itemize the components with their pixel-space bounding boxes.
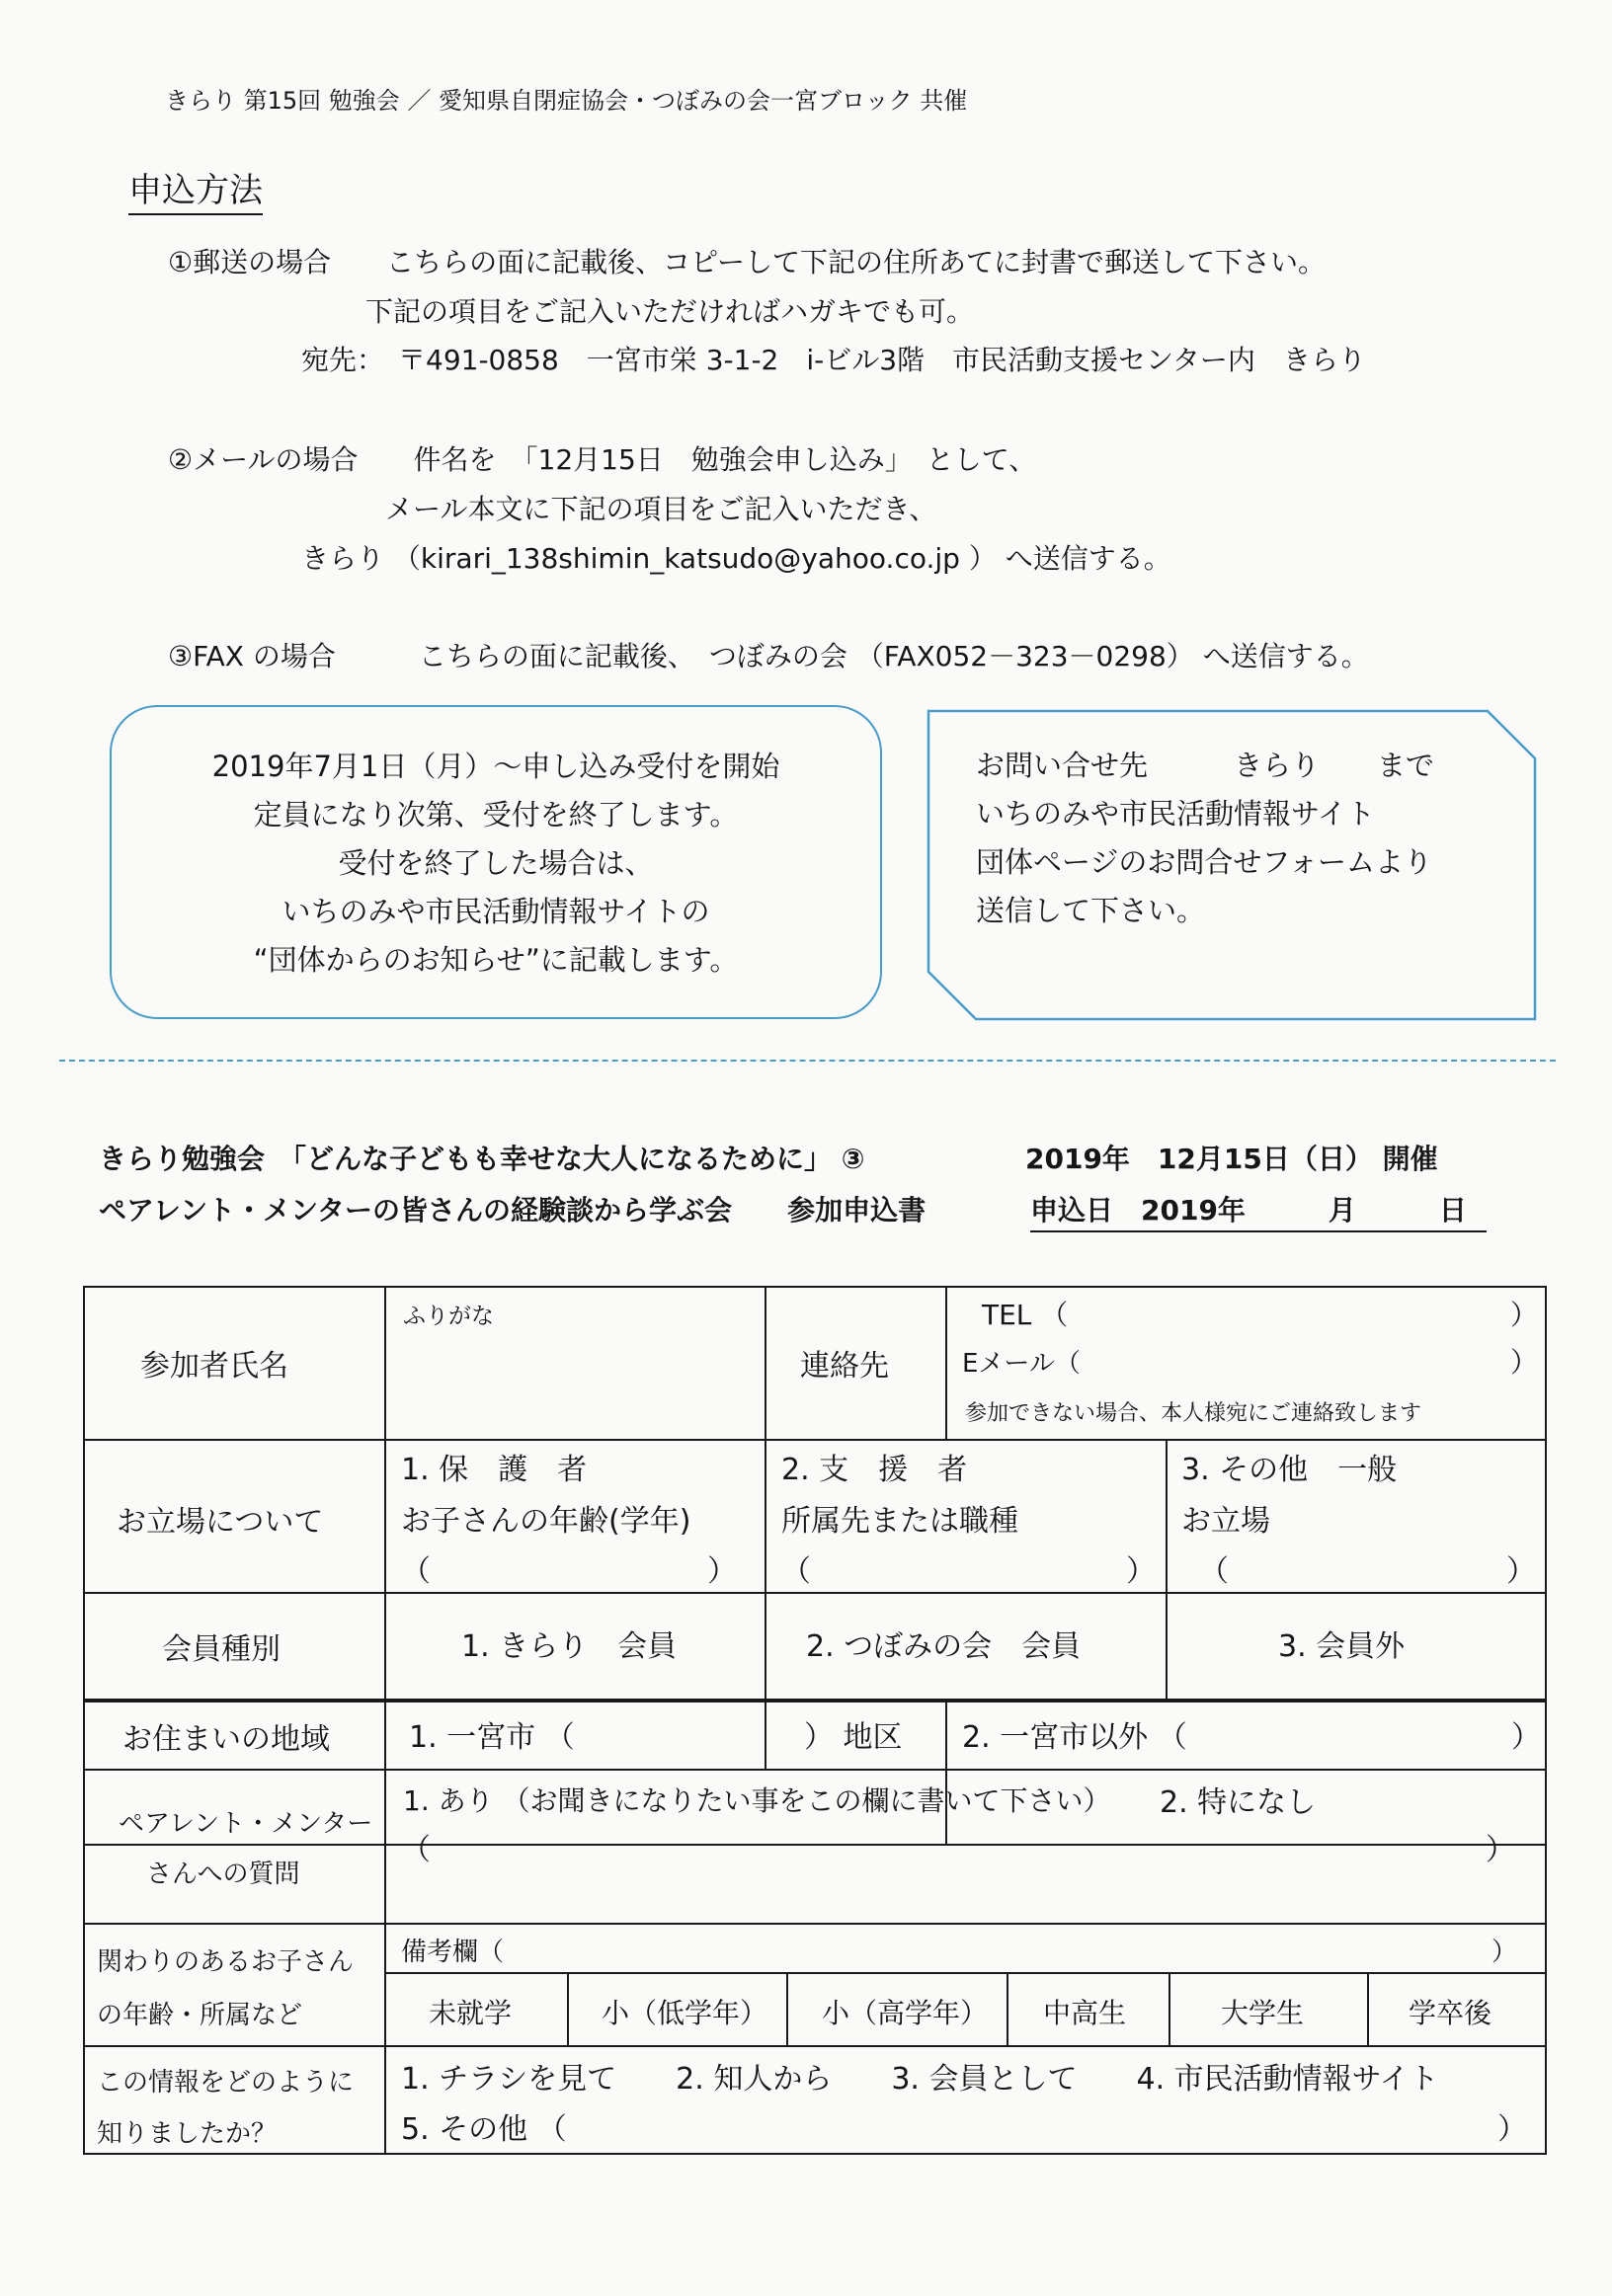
- application-date-field[interactable]: 申込日 2019年 月 日: [1030, 1189, 1487, 1232]
- source-other[interactable]: 5. その他 （: [401, 2112, 567, 2147]
- paren-open: （: [401, 1554, 431, 1589]
- child-age-label: お子さんの年齢(学年): [401, 1504, 691, 1539]
- paren-open: （: [401, 1833, 431, 1867]
- paren-close: ）: [707, 1554, 737, 1589]
- tel-close: ）: [1510, 1299, 1539, 1331]
- district-input[interactable]: [606, 1708, 794, 1748]
- tel-input[interactable]: [1071, 1292, 1495, 1331]
- notice-line: 2019年7月1日（月）～申し込み受付を開始: [211, 750, 780, 783]
- source-options[interactable]: 1. チラシを見て 2. 知人から 3. 会員として 4. 市民活動情報サイト: [401, 2062, 1439, 2097]
- outside-close: ）: [1511, 1720, 1541, 1755]
- grade-elementary-lower[interactable]: 小（低学年）: [602, 1997, 768, 2029]
- contact-line: 送信して下さい。: [976, 894, 1206, 927]
- notice-line: 定員になり次第、受付を終了します。: [253, 798, 739, 831]
- child-label-1: 関わりのあるお子さん: [97, 1947, 355, 1977]
- paren-close: ）: [1506, 1554, 1536, 1589]
- grade-preschool[interactable]: 未就学: [429, 1997, 513, 2029]
- contact-box: [927, 709, 1537, 1021]
- source-other-close: ）: [1497, 2112, 1527, 2147]
- child-age-input[interactable]: [439, 1544, 695, 1584]
- remarks-label: 備考欄（: [401, 1938, 505, 1967]
- grade-university[interactable]: 大学生: [1221, 1997, 1305, 2029]
- email-close: ）: [1510, 1346, 1539, 1379]
- cut-line: [59, 1060, 1556, 1062]
- option-no-question[interactable]: 2. 特になし: [1160, 1785, 1317, 1820]
- outside-area-input[interactable]: [1219, 1708, 1505, 1748]
- notice-line: 受付を終了した場合は、: [338, 846, 654, 880]
- source-label-1: この情報をどのように: [97, 2068, 355, 2098]
- position-label: お立場について: [117, 1505, 324, 1540]
- grade-elementary-upper[interactable]: 小（高学年）: [822, 1997, 989, 2029]
- mail-line-1: ①郵送の場合 こちらの面に記載後、コピーして下記の住所あてに封書で郵送して下さい。: [168, 246, 1326, 278]
- paren-close: ）: [1126, 1554, 1156, 1589]
- paren-open: （: [781, 1554, 811, 1589]
- option-guardian[interactable]: 1. 保 護 者: [401, 1453, 588, 1487]
- application-form: [83, 1286, 1547, 2155]
- source-label-2: 知りましたか？: [97, 2119, 278, 2149]
- grade-junior-senior-high[interactable]: 中高生: [1043, 1997, 1127, 2029]
- participant-name-label: 参加者氏名: [140, 1349, 288, 1384]
- method-title: 申込方法: [128, 163, 263, 215]
- notice-line: いちのみや市民活動情報サイトの: [282, 895, 710, 928]
- email-input[interactable]: [1081, 1339, 1495, 1379]
- grade-graduated[interactable]: 学卒後: [1409, 1997, 1492, 2029]
- paren-open: （: [1199, 1554, 1229, 1589]
- mail-line-2: 下記の項目をご記入いただければハガキでも可。: [365, 295, 975, 328]
- option-kirari-member[interactable]: 1. きらり 会員: [461, 1629, 678, 1664]
- child-label-2: の年齢・所属など: [97, 2001, 303, 2030]
- other-position-label: お立場: [1181, 1504, 1270, 1539]
- paren-close: ）: [1486, 1833, 1515, 1867]
- email-line-2: メール本文に下記の項目をご記入いただき、: [385, 493, 937, 525]
- furigana-label: ふりがな: [403, 1304, 494, 1329]
- contact-line: いちのみや市民活動情報サイト: [976, 797, 1375, 831]
- contact-note: 参加できない場合、本人様宛にご連絡致します: [965, 1401, 1422, 1426]
- other-position-input[interactable]: [1239, 1544, 1495, 1584]
- event-date: 2019年 12月15日（日） 開催: [1025, 1143, 1438, 1175]
- question-label-2: さんへの質問: [146, 1860, 300, 1889]
- notice-line: “団体からのお知らせ”に記載します。: [253, 943, 739, 977]
- page-header: きらり 第15回 勉強会 ／ 愛知県自閉症協会・つぼみの会一宮ブロック 共催: [165, 87, 968, 115]
- question-label-1: ペアレント・メンター: [119, 1809, 373, 1839]
- option-tsubomi-member[interactable]: 2. つぼみの会 会員: [806, 1629, 1082, 1664]
- notice-reception-box: [110, 705, 882, 1019]
- remarks-input[interactable]: [508, 1928, 1486, 1967]
- form-title-2: ペアレント・メンターの皆さんの経験談から学ぶ会 参加申込書: [99, 1194, 927, 1227]
- contact-line: お問い合せ先 きらり まで: [976, 749, 1435, 782]
- option-non-member[interactable]: 3. 会員外: [1278, 1629, 1406, 1664]
- remarks-close: ）: [1491, 1938, 1518, 1967]
- affiliation-label: 所属先または職種: [781, 1504, 1018, 1539]
- contact-line: 団体ページのお問合せフォームより: [976, 845, 1432, 879]
- district-close: ） 地区: [804, 1720, 903, 1755]
- form-title-1: きらり勉強会 「どんな子どもも幸せな大人になるために」 ③: [99, 1143, 865, 1175]
- option-other[interactable]: 3. その他 一般: [1181, 1453, 1398, 1487]
- option-ichinomiya[interactable]: 1. 一宮市 （: [409, 1720, 575, 1755]
- contact-label: 連絡先: [800, 1349, 889, 1384]
- mail-address: 宛先： 〒491-0858 一宮市栄 3-1-2 i-ビル3階 市民活動支援センター内 きらり: [301, 344, 1366, 376]
- email-line-1: ②メールの場合 件名を 「12月15日 勉強会申し込み」 として、: [168, 443, 1037, 476]
- tel-label: TEL （: [982, 1299, 1069, 1331]
- fax-line: ③FAX の場合 こちらの面に記載後、 つぼみの会 （FAX052－323－0298） へ送信する。: [168, 640, 1369, 673]
- affiliation-input[interactable]: [819, 1544, 1115, 1584]
- email-address-line: きらり （kirari_138shimin_katsudo@yahoo.co.jp ） へ送信する。: [301, 542, 1171, 575]
- question-input[interactable]: [439, 1824, 1476, 1868]
- participant-name-input[interactable]: [389, 1325, 760, 1434]
- option-outside-ichinomiya[interactable]: 2. 一宮市以外 （: [962, 1720, 1187, 1755]
- membership-label: 会員種別: [162, 1632, 281, 1667]
- option-has-question[interactable]: 1. あり （お聞きになりたい事をこの欄に書いて下さい）: [403, 1784, 1111, 1817]
- option-supporter[interactable]: 2. 支 援 者: [781, 1453, 968, 1487]
- email-label: Eメール（: [962, 1349, 1081, 1379]
- source-other-input[interactable]: [597, 2101, 1486, 2146]
- area-label: お住まいの地域: [122, 1722, 330, 1757]
